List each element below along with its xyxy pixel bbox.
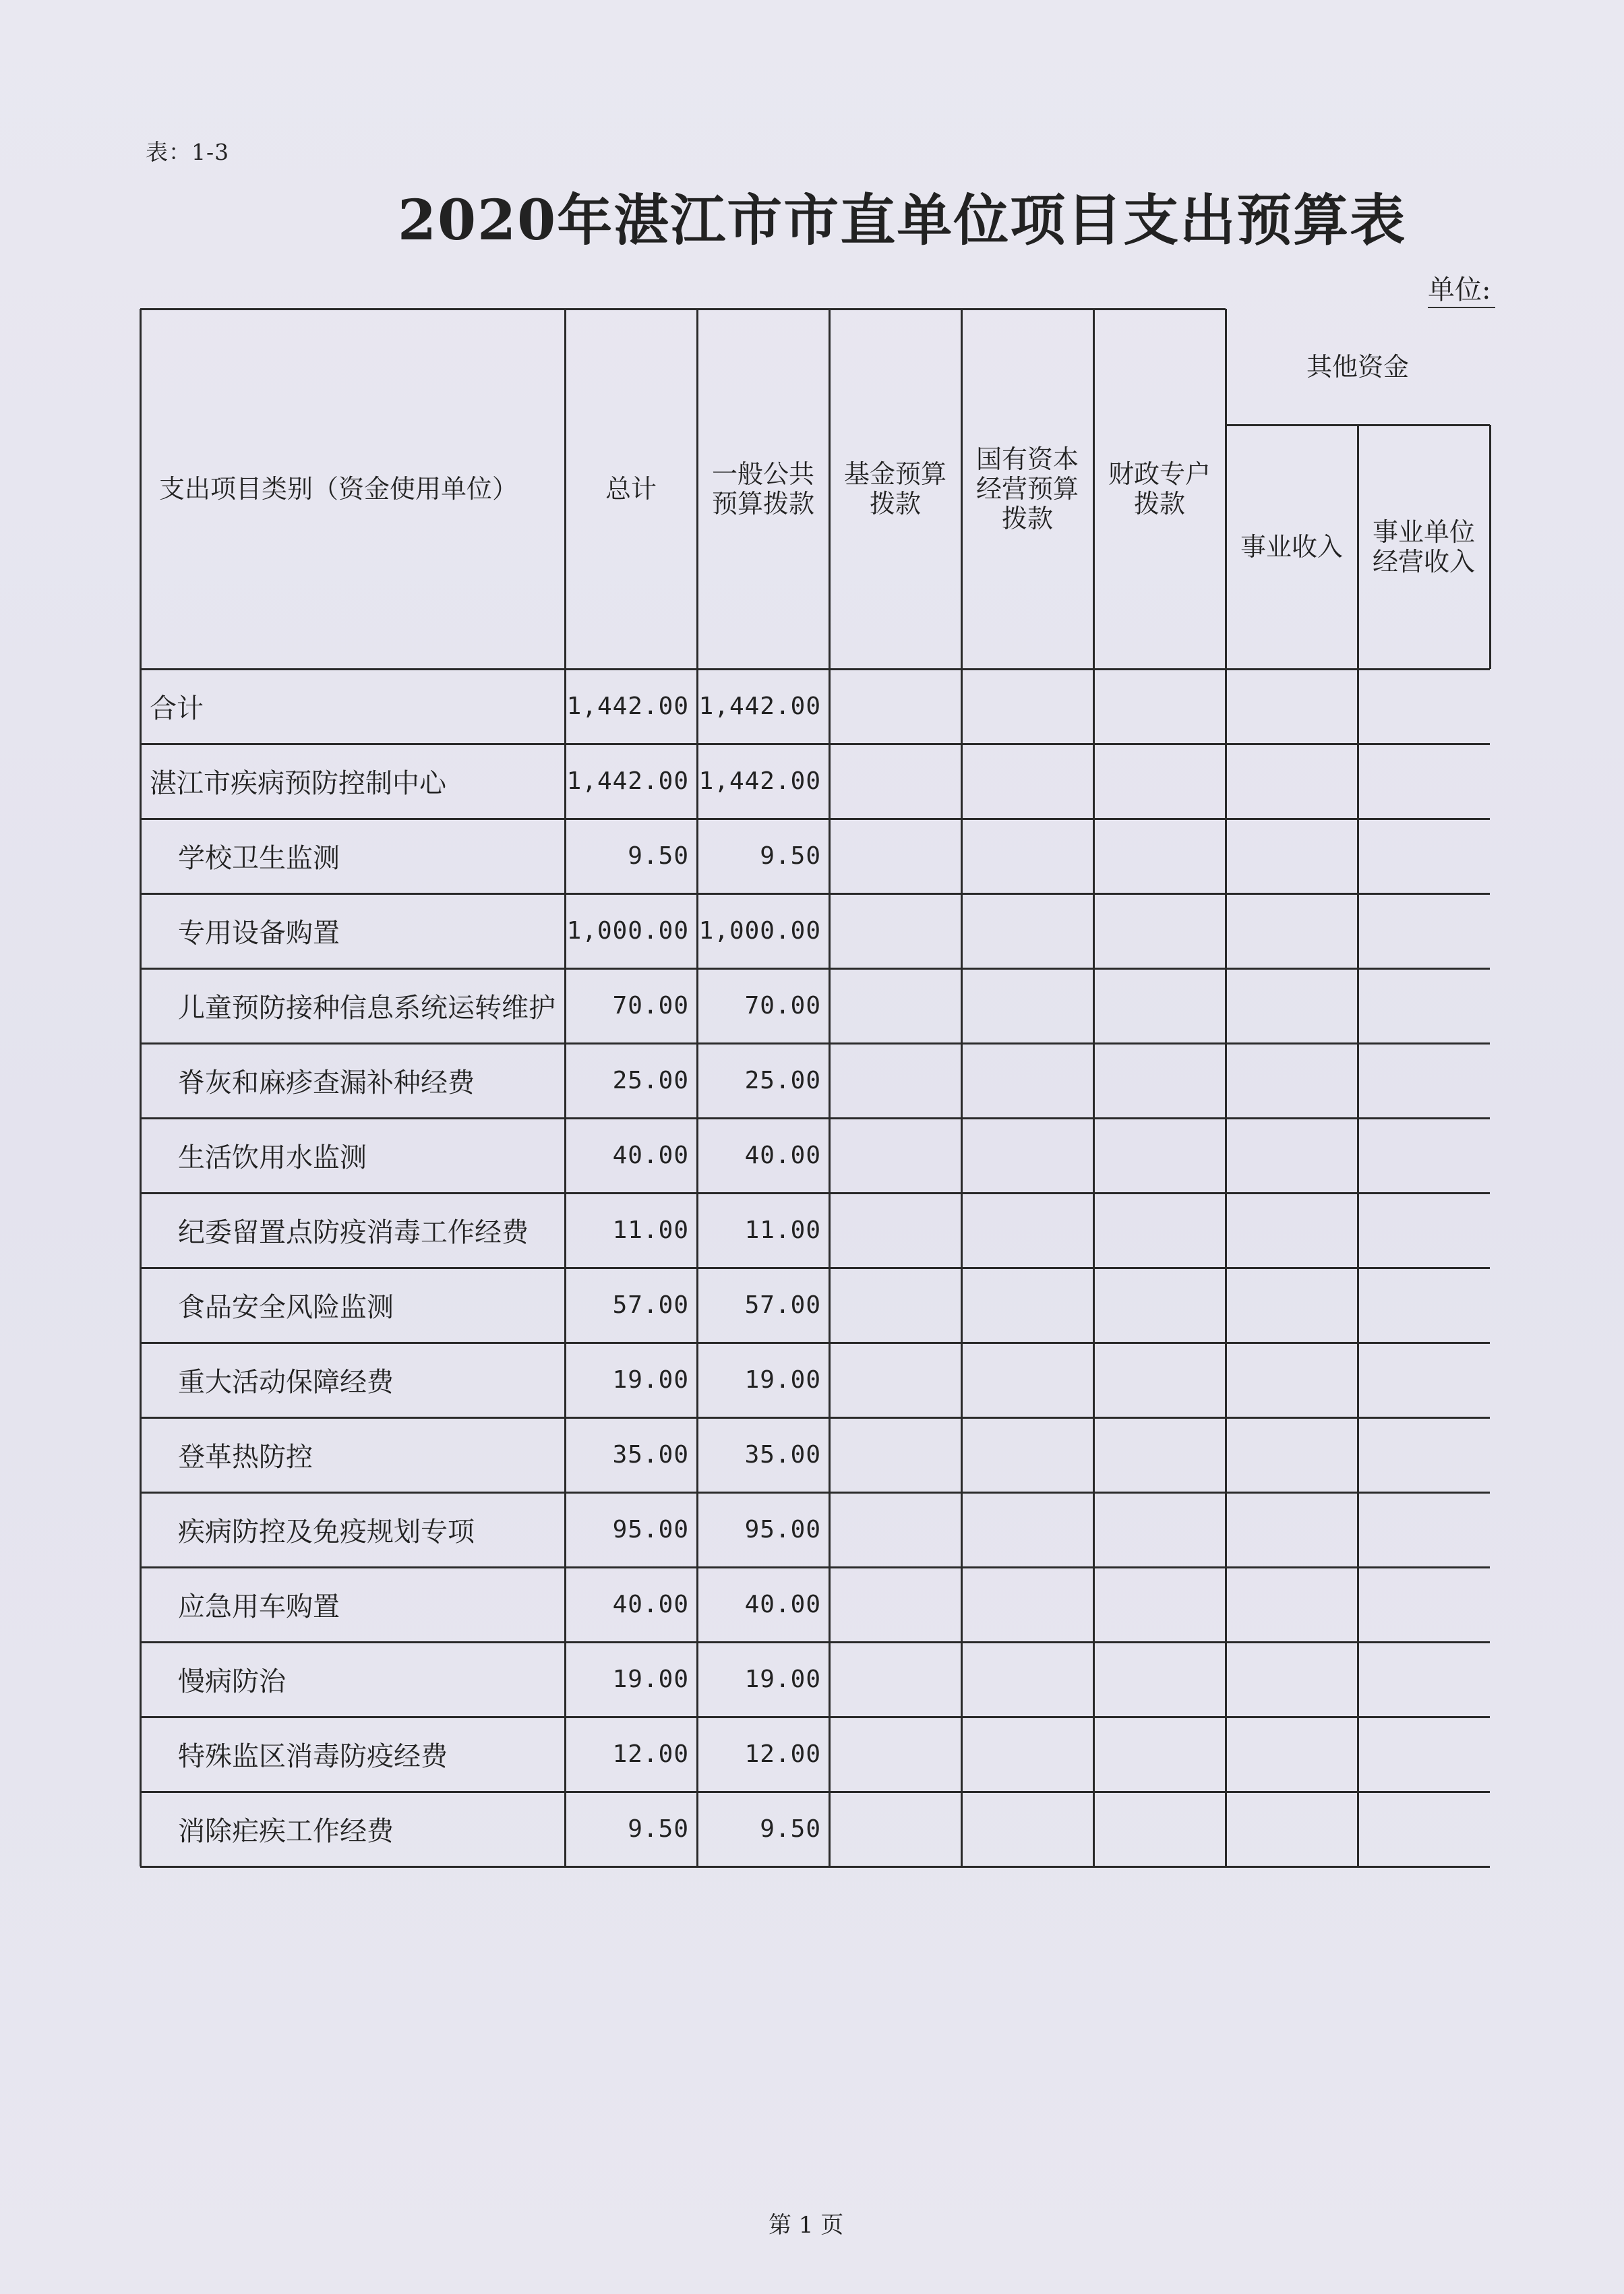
table-cell-general-budget: 1,000.00 <box>698 917 821 945</box>
table-vline <box>140 309 142 1866</box>
table-vline <box>1225 309 1227 1866</box>
table-cell-total: 12.00 <box>612 1740 689 1768</box>
table-row-label: 特殊监区消毒防疫经费 <box>178 1741 448 1772</box>
table-cell-total: 40.00 <box>612 1142 689 1169</box>
table-row-label: 消除疟疾工作经费 <box>178 1816 394 1847</box>
header-business-operating-income: 事业单位 经营收入 <box>1372 517 1475 577</box>
table-cell-total: 1,000.00 <box>566 917 689 945</box>
table-cell-general-budget: 9.50 <box>760 842 821 870</box>
table-vline <box>1357 425 1359 1866</box>
budget-table <box>140 309 1490 1871</box>
table-vline <box>829 309 831 1866</box>
table-vline <box>1093 309 1095 1866</box>
table-row-label: 登革热防控 <box>178 1442 313 1473</box>
unit-underline <box>1428 307 1495 308</box>
table-cell-general-budget: 25.00 <box>744 1067 821 1094</box>
table-cell-total: 70.00 <box>612 992 689 1020</box>
table-cell-general-budget: 70.00 <box>744 992 821 1020</box>
table-row-label: 重大活动保障经费 <box>178 1367 394 1398</box>
table-hline <box>1226 424 1490 426</box>
table-cell-general-budget: 57.00 <box>744 1291 821 1319</box>
header-fund-budget: 基金预算 拨款 <box>843 459 946 519</box>
table-cell-total: 95.00 <box>612 1516 689 1543</box>
form-number: 表：1-3 <box>146 139 230 165</box>
table-cell-total: 25.00 <box>612 1067 689 1094</box>
page-footer: 第 1 页 <box>769 2212 844 2239</box>
table-cell-general-budget: 1,442.00 <box>698 767 821 795</box>
table-row-label: 食品安全风险监测 <box>178 1292 394 1323</box>
table-cell-general-budget: 35.00 <box>744 1441 821 1469</box>
table-cell-total: 19.00 <box>612 1666 689 1693</box>
table-cell-total: 1,442.00 <box>566 693 689 720</box>
table-row-label: 湛江市疾病预防控制中心 <box>150 768 446 799</box>
table-row-label: 学校卫生监测 <box>178 843 340 874</box>
table-cell-general-budget: 9.50 <box>760 1815 821 1843</box>
table-row-label: 应急用车购置 <box>178 1591 340 1622</box>
table-row-label: 慢病防治 <box>178 1666 286 1697</box>
table-cell-total: 11.00 <box>612 1216 689 1244</box>
header-special-account: 财政专户 拨款 <box>1108 459 1211 519</box>
table-cell-general-budget: 40.00 <box>744 1142 821 1169</box>
table-vline <box>1489 425 1491 669</box>
table-cell-total: 9.50 <box>628 1815 689 1843</box>
table-cell-total: 19.00 <box>612 1366 689 1394</box>
table-cell-total: 40.00 <box>612 1591 689 1618</box>
table-row-label: 脊灰和麻疹查漏补种经费 <box>178 1067 475 1098</box>
table-cell-total: 9.50 <box>628 842 689 870</box>
table-row-label: 疾病防控及免疫规划专项 <box>178 1517 475 1548</box>
table-cell-general-budget: 19.00 <box>744 1666 821 1693</box>
header-total: 总计 <box>605 474 657 504</box>
table-cell-total: 57.00 <box>612 1291 689 1319</box>
header-business-income: 事业收入 <box>1240 532 1343 562</box>
table-row-label: 纪委留置点防疫消毒工作经费 <box>178 1217 529 1248</box>
table-cell-general-budget: 19.00 <box>744 1366 821 1394</box>
table-cell-general-budget: 12.00 <box>744 1740 821 1768</box>
table-cell-total: 35.00 <box>612 1441 689 1469</box>
document-title: 2020年湛江市市直单位项目支出预算表 <box>398 188 1407 253</box>
table-cell-total: 1,442.00 <box>566 767 689 795</box>
table-cell-general-budget: 1,442.00 <box>698 693 821 720</box>
table-cell-general-budget: 11.00 <box>744 1216 821 1244</box>
table-row-label: 专用设备购置 <box>178 918 340 949</box>
header-other-funds: 其他资金 <box>1306 352 1409 382</box>
header-state-capital: 国有资本 经营预算 拨款 <box>975 444 1079 533</box>
table-row-label: 儿童预防接种信息系统运转维护 <box>178 993 555 1024</box>
table-row-label: 合计 <box>150 693 204 724</box>
header-category: 支出项目类别（资金使用单位） <box>159 474 518 504</box>
table-row-label: 生活饮用水监测 <box>178 1142 367 1173</box>
header-general-budget: 一般公共 预算拨款 <box>711 459 814 519</box>
unit-label: 单位: <box>1428 274 1491 305</box>
table-vline <box>961 309 963 1866</box>
table-cell-general-budget: 95.00 <box>744 1516 821 1543</box>
table-hline <box>140 308 1226 310</box>
table-cell-general-budget: 40.00 <box>744 1591 821 1618</box>
